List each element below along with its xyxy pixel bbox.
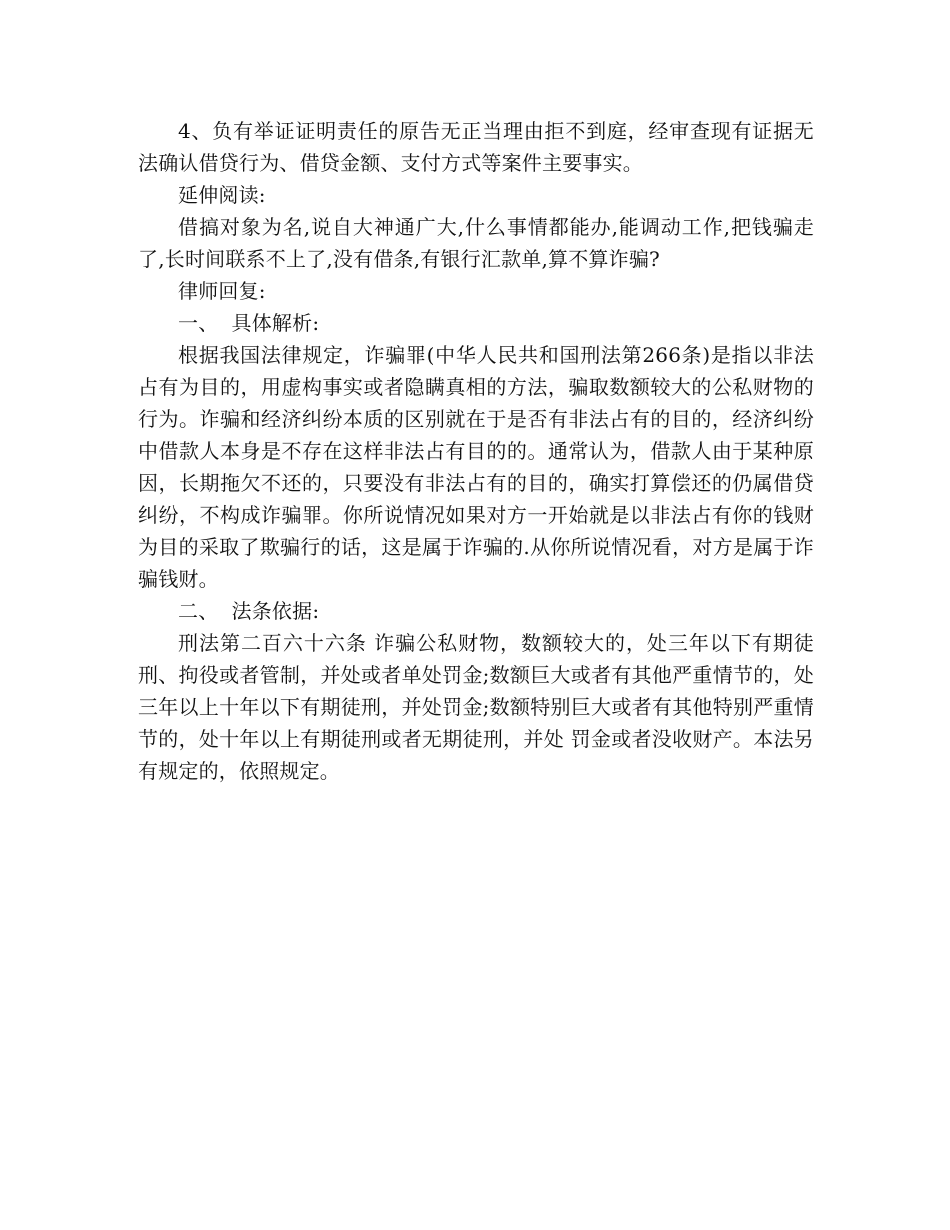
paragraph-question: 借搞对象为名,说自大神通广大,什么事情都能办,能调动工作,把钱骗走了,长时间联系不上了,没有借条,有银行汇款单,算不算诈骗? xyxy=(138,215,814,271)
heading-lawyer-reply: 律师回复: xyxy=(178,279,266,303)
heading-legal-basis: 二、 法条依据: xyxy=(178,599,320,623)
heading-extended-reading: 延伸阅读: xyxy=(178,183,266,207)
paragraph-legal-basis: 刑法第二百六十六条 诈骗公私财物，数额较大的，处三年以下有期徒刑、拘役或者管制，并处或者单处罚金;数额巨大或者有其他严重情节的，处三年以上十年以下有期徒刑，并处罚金;数额特别巨大或者有其他特别严重情节的，处十年以上有期徒刑或者无期徒刑，并处 罚金或者没收财产。本法另有规定的，依照规定。 xyxy=(138,631,814,783)
heading-analysis: 一、 具体解析: xyxy=(178,311,320,335)
document-page xyxy=(138,115,814,787)
paragraph-analysis: 根据我国法律规定，诈骗罪(中华人民共和国刑法第266条)是指以非法占有为目的，用虚构事实或者隐瞒真相的方法，骗取数额较大的公私财物的行为。诈骗和经济纠纷本质的区别就在于是否有非法占有的目的，经济纠纷中借款人本身是不存在这样非法占有目的的。通常认为，借款人由于某种原因，长期拖欠不还的，只要没有非法占有的目的，确实打算偿还的仍属借贷纠纷，不构成诈骗罪。你所说情况如果对方一开始就是以非法占有你的钱财为目的采取了欺骗行的话，这是属于诈骗的.从你所说情况看，对方是属于诈骗钱财。 xyxy=(138,343,814,591)
paragraph-evidence-rule: 4、负有举证证明责任的原告无正当理由拒不到庭，经审查现有证据无法确认借贷行为、借贷金额、支付方式等案件主要事实。 xyxy=(138,119,814,175)
